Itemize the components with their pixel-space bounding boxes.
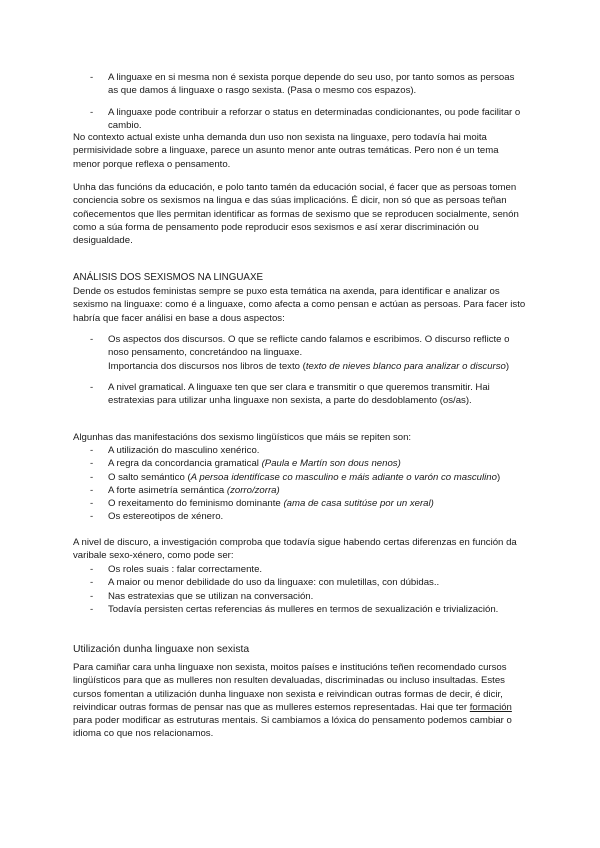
bullet-list-diferenzas — [73, 563, 527, 616]
bullet-dash: - — [90, 334, 94, 345]
paragraph-educacion: Unha das funcións da educación, e polo tanto tamén da educación social, é facer que as persoas tomen conciencia sobre os sexismos na lingua e das súas implicacións. É dicir, non só que as persoas teñan coñecementos que lles permitan identificar as formas de sexismo que se reproducen socialmente, senón como a súa forma de pensamento pode reproducir esos sexismos e así xerar discriminación ou desigualdade. — [73, 182, 519, 247]
bullet-dash: - — [90, 577, 94, 589]
list-item: - A forte asimetría semántica (zorro/zorra) — [90, 484, 280, 496]
bullet-dash: - — [90, 106, 94, 118]
list-item: - Nas estratexias que se utilizan na conversación. — [90, 590, 314, 602]
list-item: - O rexeitamento do feminismo dominante (ama de casa sutitúse por un xeral) — [90, 498, 434, 510]
list-item: - A linguaxe pode contribuir a reforzar o status en determinadas condicionantes, ou pode facilitar o cambio. — [90, 106, 521, 131]
bullet-list-manifestacions — [73, 444, 527, 524]
paragraph-contexto: No contexto actual existe unha demanda dun uso non sexista na linguaxe, pero todavía hai moita permisividade sobre a linguaxe, parece un asunto menor ante outras temáticas. Pero non é un tema menor porque reflexa o pensamento. — [73, 132, 499, 170]
paragraph-discuro: A nivel de discuro, a investigación comproba que todavía sigue habendo certas diferenzas en función da varibale sexo-xénero, como pode ser: — [73, 537, 517, 562]
bullet-dash: - — [90, 484, 94, 496]
list-item: - Os estereotipos de xénero. — [90, 511, 224, 523]
list-item: - A utilización do masculino xenérico. — [90, 445, 260, 456]
list-item: - Os aspectos dos discursos. O que se reflicte cando falamos e escribimos. O discurso reflicte o noso pensamento, concretándoo na linguaxe. Importancia dos discursos nos libros de texto (texto de nieves blanco para analizar o discurso) — [90, 334, 510, 372]
list-item: - O salto semántico (A persoa identifícase co masculino e máis adiante o varón co masculino) — [90, 471, 501, 483]
underlined-word: formación — [469, 701, 512, 713]
bullet-dash: - — [90, 590, 94, 602]
list-item: - Os roles suais : falar correctamente. — [90, 564, 263, 575]
bullet-dash: - — [90, 511, 94, 523]
bullet-dash: - — [90, 458, 94, 470]
section-heading-utilizacion: Utilización dunha linguaxe non sexista — [73, 644, 250, 655]
bullet-dash: - — [90, 72, 94, 83]
bullet-dash: - — [90, 445, 94, 456]
list-item: - A maior ou menor debilidade do uso da linguaxe: con muletillas, con dúbidas.. — [90, 577, 440, 589]
paragraph-linguaxe-non-sexista: Para camiñar cara unha linguaxe non sexista, moitos países e institucións teñen recomendado cursos lingüísticos para que as mulleres non resulten devaluadas, discriminadas ou incluso insultadas. Estes cursos fomentan a utilización dunha linguaxe non sexista e reivindican outras formas de decir, é dicir, reivindicar outras formas de pensar nas que as mulleres estemos representadas. Hai que ter formación para poder modificar as estruturas mentais. Si cambiamos a lóxica do pensamento podemos cambiar o idioma co que nos relacionamos. — [73, 662, 512, 740]
list-item: - Todavía persisten certas referencias ás mulleres en termos de sexualización e trivialización. — [90, 603, 499, 615]
bullet-dash: - — [90, 381, 94, 393]
bullet-list-aspectos — [73, 333, 527, 415]
bullet-dash: - — [90, 498, 94, 510]
bullet-list-linguaxe — [73, 71, 527, 140]
section-heading-analisis: ANÁLISIS DOS SEXISMOS NA LINGUAXE — [73, 272, 264, 283]
paragraph-manifestacions: Algunhas das manifestacións dos sexismo lingüísticos que máis se repiten son: — [73, 432, 412, 443]
list-item: - A linguaxe en si mesma non é sexista porque depende do seu uso, por tanto somos as persoas as que damos á linguaxe o rasgo sexista. (Pasa o mesmo cos espazos). — [90, 72, 515, 97]
bullet-dash: - — [90, 564, 94, 575]
list-item: - A regra da concordancia gramatical (Paula e Martín son dous nenos) — [90, 458, 401, 470]
list-item: - A nivel gramatical. A linguaxe ten que ser clara e transmitir o que queremos transmitir. Hai estratexias para utilizar unha linguaxe non sexista, a parte do desdoblamento (os/as). — [90, 381, 490, 407]
bullet-dash: - — [90, 471, 94, 483]
bullet-dash: - — [90, 603, 94, 615]
paragraph-estudos-feministas: Dende os estudos feministas sempre se puxo esta temática na axenda, para identificar e analizar os sexismo na linguaxe: como é a linguaxe, como afecta a como pensan e actúan as persoas. Para facer isto habría que facer análisi en base a dous aspectos: — [73, 286, 526, 324]
